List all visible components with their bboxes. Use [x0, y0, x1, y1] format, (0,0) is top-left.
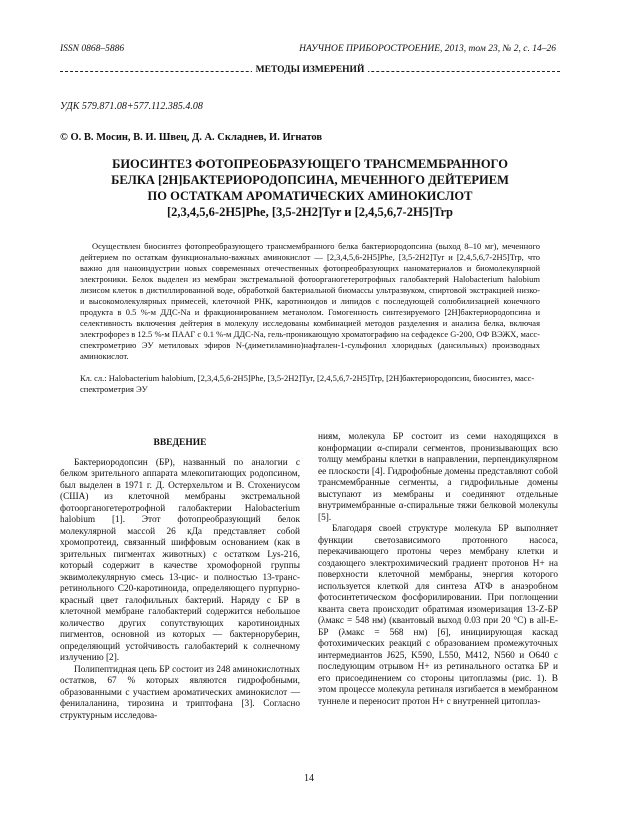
left-column: [60, 432, 300, 722]
left-paragraph-2: Полипептидная цепь БР состоит из 248 аминокислотных остатков, 67 % которых являются гидрофобными, образованными с участием ароматических аминокислот — фенилаланина, тирозина и триптофана [3]. Согласно структурным исследова-: [60, 664, 300, 721]
title-line-1: БИОСИНТЕЗ ФОТОПРЕОБРАЗУЮЩЕГО ТРАНСМЕМБРАННОГО: [112, 157, 508, 171]
abstract: [80, 241, 540, 362]
right-paragraph-2: Благодаря своей структуре молекула БР выполняет функции светозависимого протонного насоса, перекачивающего протоны через мембрану клетки и создающего электрохимический градиент протонов H+ на поверхности клеточной мембраны, энергия которого используется клеткой для синтеза АТФ в анаэробном фотосинтетическом фосфорилировании. При поглощении кванта света происходит обратимая изомеризация 13-Z-БР (λмакс = 548 нм) (квантовый выход 0.03 при 20 °С) в all-E-БР (λмакс = 568 нм) [6], инициирующая каскад фотохимических реакций с образованием промежуточных интермедиантов J625, K590, L550, M412, N560 и O640 с последующим отрывом H+ из ретинального остатка БР и его присоединением со стороны цитоплазмы (рис. 1). В этом процессе молекула ретиналя изгибается в мембранном туннеле и переносит протон H+ с внутренней цитоплаз-: [318, 524, 558, 707]
right-paragraph-1: ниям, молекула БР состоит из семи находящихся в конформации α-спирали сегментов, пронизывающих всю толщу мембраны клетки в направлении, перпендикулярном ее плоскости [4]. Гидрофобные домены представляют собой трансмембранные сегменты, а гидрофильные домены выступают из мембраны и соединяют отдельные внутримембранные α-спиральные тяжи белковой молекулы [5].: [318, 432, 558, 523]
intro-heading: ВВЕДЕНИЕ: [153, 438, 207, 448]
abstract-text: Осуществлен биосинтез фотопреобразующего трансмембранного белка бактериородопсина (выход 8–10 мг), меченного дейтерием по остаткам функционально-важных аминокислот — [2,3,4,5,6-2H5]Phe, [3,5-2H2]Tyr и [2,4,5,6,7-2H5]Trp, что важно для нанoиндустрии новых современных отечественных фотопреобразующих наноматериалов и биомолекулярной электроники. Белок выделен из мембран экстремальной фотоорганогетеротрофных галобактерий Halobacterium halobium лизисом клеток в дистиллированной воде, обработкой бактериальной биомассы ультразвуком, спиртовой экстракцией низко- и высокомолекулярных примесей, клеточной РНК, каротиноидов и липидов с последующей солюбилизацией конечного продукта в 0.5 %-м ДДС-Na и фракционированием метанолом. Гомогенность синтезируемого [2H]бактериородопсина и селективность включения дейтерия в молекулу исследованы комбинацией методов разделения и анализа белка, включая электрофорез в 12.5 %-м ПААГ с 0.1 %-м ДДС-Na, гель-проникающую хроматографию на сефадексе G-200, ОФ ВЭЖХ, масс-спектрометрию ЭУ метиловых эфиров N-(диметиламино)нафтален-1-сульфонил хлоридных (дансильных) производных аминокислот.: [80, 241, 540, 361]
title-line-3: ПО ОСТАТКАМ АРОМАТИЧЕСКИХ АМИНОКИСЛОТ: [147, 189, 473, 203]
keywords: Кл. сл.: Halobacterium halobium, [2,3,4,5,6-2H5]Phe, [3,5-2H2]Tyr, [2,4,5,6,7-2H5]Trp, [2H]бактериородопсин, биосинтез, масс-спектрометрия ЭУ: [80, 373, 535, 394]
journal-issn: ISSN 0868–5886: [60, 44, 125, 54]
article-title: [60, 156, 560, 220]
udk-code: УДК 579.871.08+577.112.385.4.08: [60, 101, 203, 112]
right-column: [318, 432, 558, 708]
title-line-2: БЕЛКА [2H]БАКТЕРИОРОДОПСИНА, МЕЧЕННОГО ДЕЙТЕРИЕМ: [111, 173, 509, 187]
page-number: 14: [304, 773, 314, 784]
section-title: МЕТОДЫ ИЗМЕРЕНИЙ: [252, 65, 369, 75]
authors: © О. В. Мосин, В. И. Швец, Д. А. Складнев, И. Игнатов: [60, 132, 323, 143]
title-line-4: [2,3,4,5,6-2H5]Phe, [3,5-2H2]Tyr и [2,4,5,6,7-2H5]Trp: [167, 205, 453, 219]
section-band: [60, 65, 560, 75]
journal-citation: НАУЧНОЕ ПРИБОРОСТРОЕНИЕ, 2013, том 23, № 2, с. 14–26: [299, 44, 556, 54]
left-paragraph-1: Бактериородопсин (БР), названный по аналогии с белком зрительного аппарата млекопитающих родопсином, был выделен в 1971 г. Д. Остерхельтом и В. Стохениусом (США) из клеточной мембраны экстремальной фотоорганогетеротрофной галобактерии Halobacterium halobium [1]. Этот фотопреобразующий белок молекулярной массой 26 кДа представляет собой хромопротеид, связанный шиффовым основанием (как в зрительных пигментах животных) с остатком Lys-216, который содержит в качестве хромофорной группы эквимолекулярную смесь 13-цис- и полностью 13-транс-ретинольного C20-каротиноида, определяющего пурпурно-красный цвет галофильных бактерий. Наряду с БР в клеточной мембране галобактерий содержится небольшое количество других сопутствующих каротиноидных пигментов, основной из которых — бактерноруберин, определяющий устойчивость галобактерий к солнечному излучению [2].: [60, 457, 300, 663]
